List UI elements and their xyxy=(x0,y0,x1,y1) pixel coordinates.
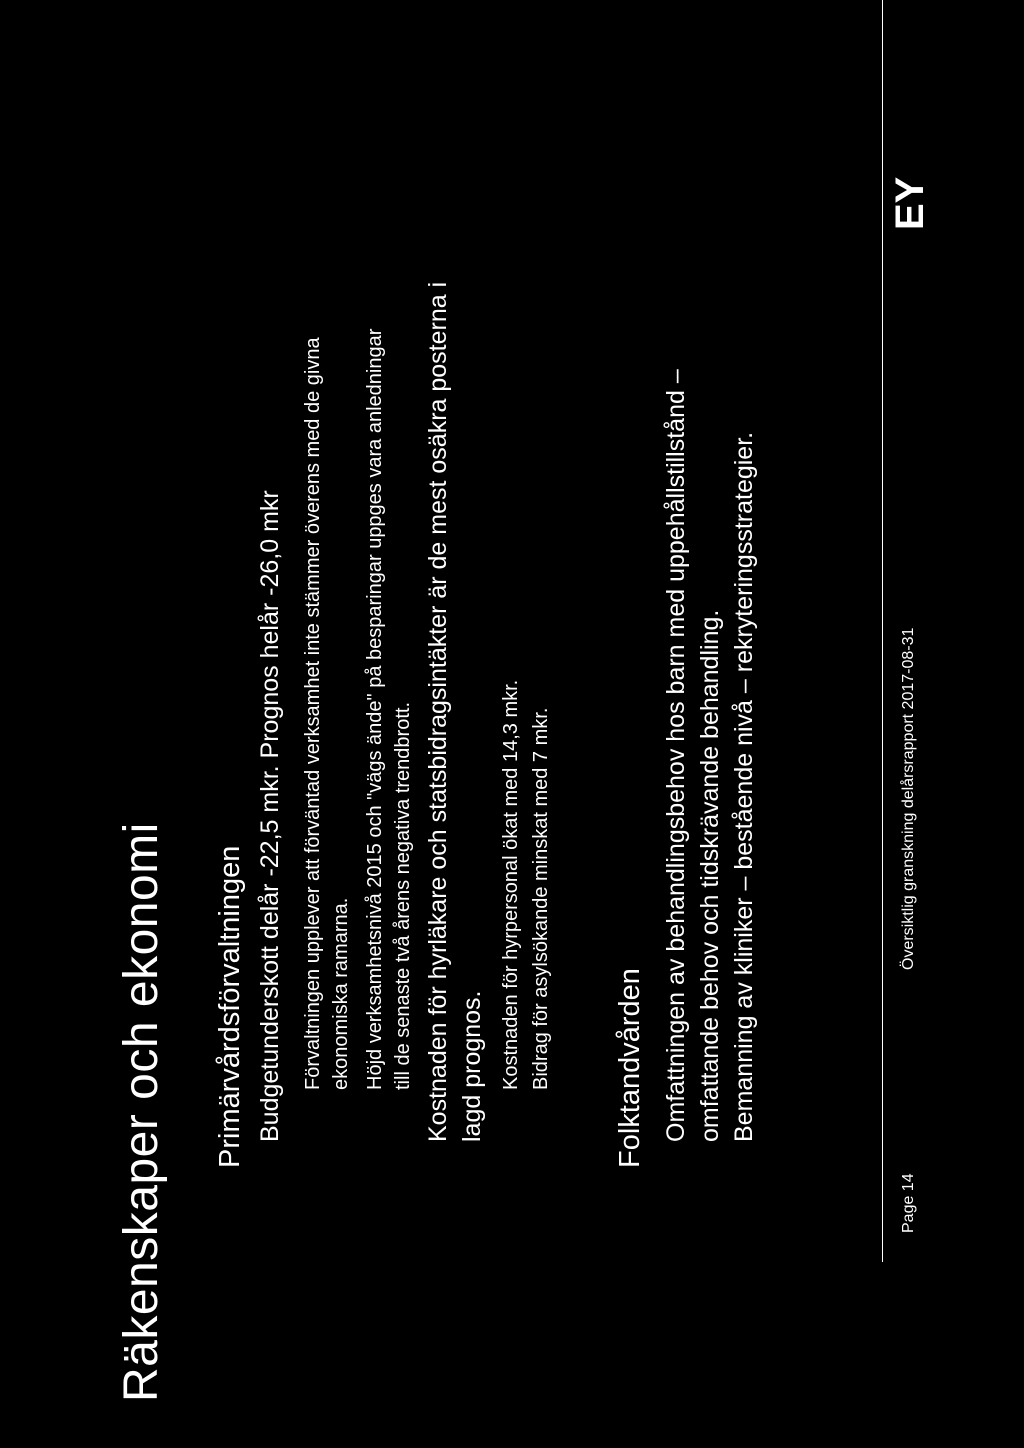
bullet-level1: Omfattningen av behandlingsbehov hos barn med uppehållstillstånd – xyxy=(662,369,690,1142)
bullet-level1: Kostnaden för hyrläkare och statsbidragsintäkter är de mest osäkra posterna i xyxy=(424,281,452,1142)
bullet-level1-continued: omfattande behov och tidskrävande behandling. xyxy=(696,609,724,1142)
footer-divider xyxy=(882,0,883,1262)
report-title: Översiktlig granskning delårsrapport 2017-08-31 xyxy=(900,627,917,970)
bullet-level2: Höjd verksamhetsnivå 2015 och "vägs ände" på besparingar uppges vara anledningar xyxy=(364,328,386,1090)
bullet-level1: Bemanning av kliniker – bestående nivå – rekryteringsstrategier. xyxy=(730,431,758,1142)
bullet-level2: Kostnaden för hyrpersonal ökat med 14,3 mkr. xyxy=(500,679,522,1090)
bullet-level2: Förvaltningen upplever att förväntad verksamhet inte stämmer överens med de givna xyxy=(302,337,324,1090)
bullet-level2-continued: till de senaste två årens negativa trendbrott. xyxy=(392,701,414,1090)
bullet-level2-continued: ekonomiska ramarna. xyxy=(330,897,352,1090)
section-heading: Folktandvården xyxy=(614,968,646,1168)
section-heading: Primärvårdsförvaltningen xyxy=(214,845,246,1168)
ey-logo: EY xyxy=(888,176,932,230)
bullet-level1: Budgetunderskott delår -22,5 mkr. Prognos helår -26,0 mkr xyxy=(256,490,284,1142)
bullet-level1-continued: lagd prognos. xyxy=(458,990,486,1142)
bullet-level2: Bidrag för asylsökande minskat med 7 mkr. xyxy=(530,707,552,1090)
slide-title: Räkenskaper och ekonomi xyxy=(115,822,168,1402)
page-number: Page 14 xyxy=(900,1173,917,1233)
